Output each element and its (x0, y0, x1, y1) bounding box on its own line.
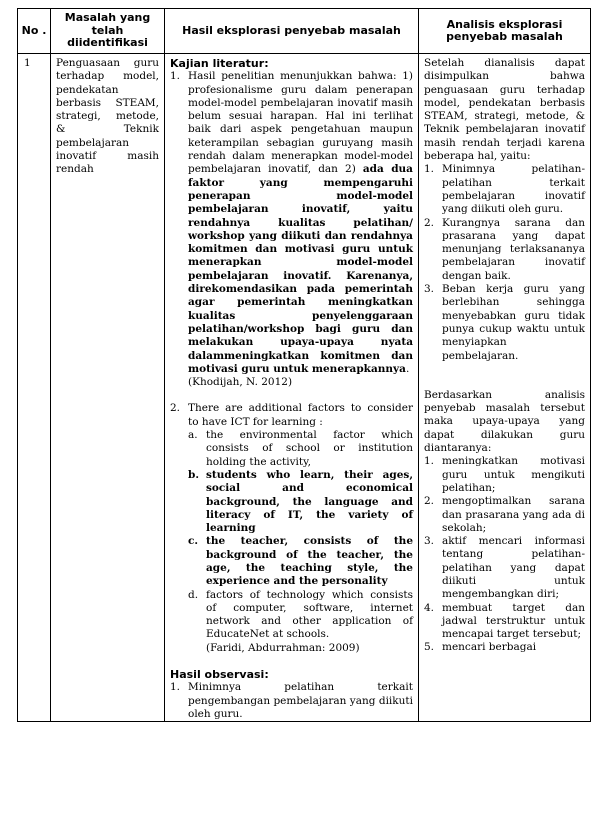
list-item (424, 602, 585, 642)
sub-item (188, 429, 413, 469)
item-number: 4. (424, 601, 435, 614)
sub-item (188, 535, 413, 588)
list-item (424, 217, 585, 283)
observation-text: Minimnya pelatihan terkait pengembangan pembelajaran yang diikuti oleh guru. (188, 681, 413, 720)
observation-list (170, 681, 413, 721)
item-text: Minimnya pelatihan-pelatihan terkait pembelajaran inovatif yang diikuti oleh guru. (442, 163, 585, 216)
list-item (170, 681, 413, 721)
item-text: meningkatkan motivasi guru untuk mengikuti pelatihan; (442, 455, 585, 494)
list-item (424, 283, 585, 363)
header-no: No . (18, 9, 51, 54)
cause-list (424, 163, 585, 362)
header-hasil: Hasil eksplorasi penyebab masalah (165, 9, 419, 54)
row-number: 1 (18, 54, 51, 722)
list-item (424, 163, 585, 216)
item-number: 3. (424, 535, 435, 548)
list-item (424, 641, 585, 654)
list-item (170, 402, 413, 655)
sub-text: the teacher, consists of the background of the teacher, the age, the teaching style, the experience and the personality (206, 535, 413, 588)
header-row (18, 9, 591, 54)
sub-text: students who learn, their ages, social and economical background, the language and literacy of IT, the variety of learning (206, 468, 413, 535)
analysis-intro: Setelah dianalisis dapat disimpulkan bahwa penguasaan guru terhadap model, pendekatan berbasis STEAM, strategi, metode, & Teknik pembelajaran inovatif masih rendah terjadi karena beberapa hal, yaitu: (424, 57, 585, 163)
analysis-cell (419, 54, 591, 722)
item-text: mengoptimalkan sarana dan prasarana yang ada di sekolah; (442, 495, 585, 534)
item-number: 3. (424, 283, 435, 296)
literature-1-period: . (405, 362, 410, 375)
exploration-table (17, 8, 591, 722)
item-number: 2. (424, 216, 435, 229)
item-text: Beban kerja guru yang berlebihan sehingga menyebabkan guru tidak punya cukup waktu untuk menyiapkan pembelajaran. (442, 283, 585, 362)
solutions-intro: Berdasarkan analisis penyebab masalah tersebut maka upaya-upaya yang dapat dilakukan guru diantaranya: (424, 388, 585, 455)
item-number: 2. (424, 495, 435, 508)
literature-1-citation: (Khodijah, N. 2012) (188, 376, 293, 389)
literature-2-intro: There are additional factors to consider to have ICT for learning : (188, 402, 413, 428)
sub-label: b. (188, 468, 199, 481)
item-number: 1. (170, 681, 181, 694)
item-text: mencari berbagai (442, 641, 537, 654)
list-item (424, 455, 585, 495)
exploration-cell (165, 54, 419, 722)
item-number: 5. (424, 641, 435, 654)
list-item (170, 70, 413, 389)
literature-1-emphasis: ada dua faktor yang mempengaruhi penerapan model-model pembelajaran inovatif, yaitu rendahnya kualitas pelatihan/ workshop yang diikuti dan rendahnya komitmen dan motivasi guru untuk menerapkan model-model pembelajaran inovatif. Karenanya, direkomendasikan pada pemerintah agar pemerintah meningkatkan kualitas penyelenggaraan pelatihan/workshop bagi guru dan melakukan upaya-upaya nyata dalammeningkatkan komitmen dan motivasi guru untuk menerapkannya (188, 163, 413, 375)
item-number: 1. (424, 455, 435, 468)
table-row (18, 54, 591, 722)
list-item (424, 495, 585, 535)
sub-text: factors of technology which consists of computer, software, internet network and other application of EducateNet at schools. (206, 588, 413, 641)
observasi-heading: Hasil observasi: (170, 668, 269, 682)
item-number: 2. (170, 402, 181, 415)
problem-cell: Penguasaan guru terhadap model, pendekatan berbasis STEAM, strategi, metode, & Teknik pembelajaran inovatif masih rendah (51, 54, 165, 722)
item-text: membuat target dan jadwal terstruktur untuk mencapai target tersebut; (442, 601, 585, 641)
solution-list (424, 455, 585, 654)
header-analisis: Analisis eksplorasi penyebab masalah (419, 9, 591, 54)
literature-2-citation: (Faridi, Abdurrahman: 2009) (206, 641, 360, 654)
sub-text: the environmental factor which consists of school or institution holding the activity, (206, 429, 413, 468)
item-number: 1. (424, 163, 435, 176)
sub-item (188, 589, 413, 655)
kajian-heading: Kajian literatur: (170, 57, 269, 70)
item-number: 1. (170, 70, 181, 83)
item-text: aktif mencari informasi tentang pelatihan-pelatihan yang dapat diikuti untuk mengembangkan diri; (442, 535, 585, 601)
sub-label: d. (188, 588, 199, 601)
list-item (424, 535, 585, 601)
sub-item (188, 469, 413, 535)
literature-1-text: Hasil penelitian menunjukkan bahwa: 1) profesionalisme guru dalam penerapan model-model pembelajaran inovatif masih belum sesuai harapan. Hal ini terlihat baik dari aspek pengetahuan maupun keterampilan sebagian guruyang masih rendah dalam menerapkan model-model pembelajaran inovatif, dan 2) (188, 70, 413, 176)
literature-list (170, 70, 413, 655)
sub-label: c. (188, 535, 199, 548)
sub-label: a. (188, 429, 198, 442)
item-text: Kurangnya sarana dan prasarana yang dapat menunjang terlaksananya pembelajaran inovatif dengan baik. (442, 216, 585, 282)
header-masalah: Masalah yang telah diidentifikasi (51, 9, 165, 54)
